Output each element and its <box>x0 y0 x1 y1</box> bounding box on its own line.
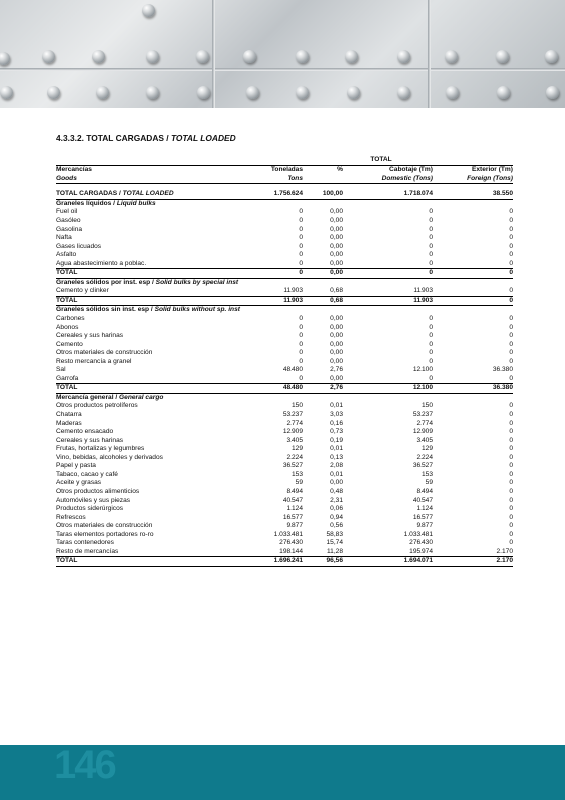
grand-total-row <box>56 190 513 199</box>
column-header: Toneladas <box>270 166 303 174</box>
subtotal-label: TOTAL <box>56 296 249 306</box>
table-cell: 11,28 <box>326 547 343 555</box>
category-label: Mercancía general / General cargo <box>56 393 164 401</box>
table-cell: 12.100 <box>412 366 433 374</box>
table-row <box>56 251 513 260</box>
table-cell: 276.430 <box>409 539 433 547</box>
row-label: Otros productos alimenticios <box>56 487 140 495</box>
table-row <box>56 349 513 358</box>
table-cell: 0 <box>299 217 303 224</box>
table-cell: 3,03 <box>330 411 343 419</box>
table-cell: 0 <box>429 242 433 250</box>
group-header: TOTAL <box>249 155 513 166</box>
table-cell: 100,00 <box>303 190 343 199</box>
table-cell: 0,00 <box>330 332 343 340</box>
table-cell: 2,31 <box>330 496 343 504</box>
table-row <box>56 471 513 480</box>
table-cell: 12.100 <box>343 384 433 394</box>
table-cell: 0 <box>299 323 303 331</box>
table-cell: 0 <box>509 419 513 427</box>
table-cell: 2.774 <box>286 419 303 427</box>
rivet-icon <box>296 50 309 63</box>
table-row <box>56 488 513 497</box>
table-row <box>56 462 513 471</box>
subtotal-row <box>56 384 513 394</box>
rivet-icon <box>246 86 259 99</box>
subtotal-label: TOTAL <box>56 269 249 279</box>
table-cell: 1.694.071 <box>343 557 433 567</box>
row-label: Garrofa <box>56 374 79 382</box>
table-row <box>56 242 513 251</box>
table-cell: 0,13 <box>330 453 343 461</box>
rivet-icon <box>446 86 459 99</box>
table-cell: 0 <box>429 357 433 365</box>
table-cell: 0 <box>429 349 433 357</box>
table-cell: 0 <box>509 374 513 382</box>
table-row <box>56 332 513 341</box>
rivet-icon <box>47 86 60 99</box>
table-cell: 9.877 <box>286 522 303 530</box>
category-label: Graneles sólidos por inst. esp / Solid bulks by special inst <box>56 278 239 286</box>
column-header-en: Goods <box>56 175 249 184</box>
table-cell: 0 <box>509 217 513 224</box>
table-cell: 15,74 <box>326 539 343 547</box>
table-cell: 0,00 <box>330 259 343 267</box>
row-label: Nafta <box>56 234 72 242</box>
rivet-icon <box>496 50 509 63</box>
row-label: Fuel oil <box>56 208 78 216</box>
table-cell: 0 <box>429 315 433 323</box>
rivet-icon <box>347 86 360 99</box>
table-cell: 195.974 <box>409 547 433 555</box>
column-header: Exterior (Tm) <box>471 166 513 174</box>
table-cell: 0 <box>299 242 303 250</box>
table-cell: 2,08 <box>330 462 343 470</box>
table-cell: 0 <box>429 225 433 233</box>
rivet-icon <box>296 86 309 99</box>
table-cell: 3.405 <box>416 436 433 444</box>
row-label: Otros productos petrolíferos <box>56 402 138 410</box>
table-cell: 8.494 <box>416 487 433 495</box>
subtotal-row <box>56 296 513 306</box>
rivet-icon <box>445 50 458 63</box>
table-cell: 0 <box>509 340 513 348</box>
table-cell: 11.903 <box>413 287 433 295</box>
table-cell: 0 <box>509 349 513 357</box>
column-header-en: Tons <box>249 175 303 184</box>
table-row <box>56 522 513 531</box>
table-cell: 1.756.624 <box>249 190 303 199</box>
row-label: Resto de mercancías <box>56 547 119 555</box>
table-cell: 198.144 <box>279 547 303 555</box>
row-label: Agua abastecimiento a poblac. <box>56 259 147 267</box>
table-cell: 0 <box>299 332 303 340</box>
table-cell: 1.033.481 <box>273 530 303 538</box>
table-cell: 0 <box>509 242 513 250</box>
table-cell: 12.909 <box>412 428 433 436</box>
table-cell: 2.224 <box>416 453 433 461</box>
rivet-icon <box>42 50 55 63</box>
row-label: Taras contenedores <box>56 539 114 547</box>
row-label: Papel y pasta <box>56 462 96 470</box>
row-label: Cereales y sus harinas <box>56 332 124 340</box>
table-cell: 9.877 <box>416 522 433 530</box>
table-cell: 0 <box>249 269 303 279</box>
table-cell: 0 <box>509 436 513 444</box>
category-label: Graneles sólidos sin inst. esp / Solid bulks without sp. inst <box>56 306 240 314</box>
table-cell: 0,00 <box>330 349 343 357</box>
table-cell: 150 <box>421 402 433 410</box>
table-cell: 8.494 <box>286 487 303 495</box>
table-cell: 0 <box>433 296 513 306</box>
table-row <box>56 357 513 366</box>
table-cell: 0 <box>433 269 513 279</box>
table-cell: 2.170 <box>433 557 513 567</box>
table-cell: 0 <box>509 470 513 478</box>
table-row <box>56 234 513 243</box>
row-label: Abonos <box>56 323 79 331</box>
table-row <box>56 419 513 428</box>
table-cell: 0 <box>299 357 303 365</box>
category-row <box>56 306 513 315</box>
table-cell: 2.170 <box>496 547 513 555</box>
column-header: Cabotaje (Tm) <box>389 166 433 174</box>
table-cell: 0 <box>509 487 513 495</box>
table-cell: 0 <box>509 315 513 323</box>
rivet-icon <box>92 50 105 63</box>
row-label: Aceite y grasas <box>56 479 102 487</box>
row-label: Frutas, hortalizas y legumbres <box>56 445 145 453</box>
table-cell: 1.124 <box>286 505 303 513</box>
row-label: Productos siderúrgicos <box>56 505 124 513</box>
table-cell: 0 <box>509 428 513 436</box>
table-row <box>56 315 513 324</box>
table-row <box>56 505 513 514</box>
row-label: Gasóleo <box>56 217 81 224</box>
rivet-icon <box>243 50 256 63</box>
rivet-icon <box>397 50 410 63</box>
table-cell: 0,00 <box>330 251 343 259</box>
section-title-en: TOTAL LOADED <box>170 133 236 143</box>
table-cell: 2.224 <box>286 453 303 461</box>
table-row <box>56 496 513 505</box>
table-row <box>56 454 513 463</box>
table-cell: 0,00 <box>303 269 343 279</box>
table-cell: 0 <box>429 340 433 348</box>
rivet-icon <box>397 86 410 99</box>
table-cell: 1.696.241 <box>249 557 303 567</box>
category-row <box>56 278 513 287</box>
table-cell: 58,83 <box>326 530 343 538</box>
table-cell: 0,19 <box>330 436 343 444</box>
table-cell: 0 <box>509 479 513 487</box>
table-cell: 0 <box>509 402 513 410</box>
table-cell: 0 <box>509 234 513 242</box>
table-cell: 96,56 <box>303 557 343 567</box>
table-cell: 0 <box>509 332 513 340</box>
table-cell: 0,00 <box>330 479 343 487</box>
table-cell: 0,00 <box>330 225 343 233</box>
category-label: Graneles líquidos / Liquid bulks <box>56 199 156 207</box>
table-cell: 1.033.481 <box>403 530 433 538</box>
table-cell: 0 <box>343 269 433 279</box>
table-row <box>56 548 513 557</box>
table-cell: 36.380 <box>492 366 513 374</box>
rivet-icon <box>345 50 358 63</box>
table-cell: 0 <box>509 462 513 470</box>
category-row <box>56 393 513 402</box>
table-cell: 0 <box>509 208 513 216</box>
table-cell: 53.237 <box>412 411 433 419</box>
table-cell: 0 <box>299 251 303 259</box>
table-cell: 11.903 <box>249 296 303 306</box>
table-cell: 0 <box>509 539 513 547</box>
table-cell: 0,68 <box>330 287 343 295</box>
subtotal-label: TOTAL <box>56 384 249 394</box>
table-cell: 0,00 <box>330 217 343 224</box>
table-cell: 0,06 <box>330 505 343 513</box>
table-cell: 0 <box>429 234 433 242</box>
table-cell: 11.903 <box>343 296 433 306</box>
table-cell: 0 <box>509 505 513 513</box>
table-cell: 0,01 <box>330 402 343 410</box>
table-cell: 0 <box>509 287 513 295</box>
table-row <box>56 208 513 217</box>
table-cell: 0,94 <box>330 513 343 521</box>
table-cell: 0,00 <box>330 208 343 216</box>
table-cell: 0 <box>299 349 303 357</box>
table-cell: 0 <box>509 513 513 521</box>
column-header-en: Domestic (Tons) <box>343 175 433 184</box>
table-cell: 0 <box>429 208 433 216</box>
row-label: Otros materiales de construcción <box>56 349 153 357</box>
row-label: Cereales y sus harinas <box>56 436 124 444</box>
rivet-icon <box>497 86 510 99</box>
table-cell: 59 <box>295 479 303 487</box>
table-cell: 0,68 <box>303 296 343 306</box>
row-label: Sal <box>56 366 66 374</box>
table-cell: 0 <box>509 357 513 365</box>
row-label: Resto mercancía a granel <box>56 357 132 365</box>
table-cell: 2,76 <box>330 366 343 374</box>
table-cell: 0,48 <box>330 487 343 495</box>
table-cell: 16.577 <box>412 513 433 521</box>
row-label: Asfalto <box>56 251 77 259</box>
row-label: Gases licuados <box>56 242 102 250</box>
table-cell: 0,00 <box>330 242 343 250</box>
subtotal-row <box>56 269 513 279</box>
table-cell: 1.124 <box>416 505 433 513</box>
table-cell: 0 <box>509 251 513 259</box>
row-label: Cemento y clinker <box>56 287 109 295</box>
table-cell: 12.909 <box>282 428 303 436</box>
table-cell: 0,00 <box>330 340 343 348</box>
table-cell: 1.718.074 <box>343 190 433 199</box>
table-row <box>56 340 513 349</box>
table-cell: 0,00 <box>330 374 343 382</box>
table-row <box>56 259 513 268</box>
table-row <box>56 217 513 226</box>
table-cell: 36.527 <box>412 462 433 470</box>
table-cell: 0 <box>299 259 303 267</box>
row-label: Maderas <box>56 419 82 427</box>
table-cell: 0 <box>509 323 513 331</box>
table-cell: 40.547 <box>412 496 433 504</box>
table-row <box>56 287 513 296</box>
table-cell: 36.527 <box>282 462 303 470</box>
row-label: Vino, bebidas, alcoholes y derivados <box>56 453 163 461</box>
table-cell: 0 <box>299 208 303 216</box>
row-label: Automóviles y sus piezas <box>56 496 131 504</box>
row-label: Tabaco, cacao y café <box>56 470 118 478</box>
subtotal-label: TOTAL <box>56 557 249 567</box>
rivet-icon <box>146 50 159 63</box>
table-cell: 11.903 <box>283 287 303 295</box>
category-row <box>56 199 513 208</box>
section-title <box>56 133 236 143</box>
table-row <box>56 530 513 539</box>
column-header: Mercancías <box>56 166 92 174</box>
table-cell: 59 <box>425 479 433 487</box>
table-row <box>56 402 513 411</box>
rivet-icon <box>96 86 109 99</box>
table-cell: 53.237 <box>282 411 303 419</box>
rivet-icon <box>142 4 155 17</box>
table-cell: 48.480 <box>249 384 303 394</box>
table-cell: 0,00 <box>330 315 343 323</box>
table-row <box>56 539 513 548</box>
table-cell: 0 <box>509 522 513 530</box>
row-label: Cemento <box>56 340 83 348</box>
page-number: 146 <box>54 743 115 787</box>
table-cell: 0,00 <box>330 357 343 365</box>
section-title-es: 4.3.3.2. TOTAL CARGADAS / <box>56 133 171 143</box>
table-cell: 0,56 <box>330 522 343 530</box>
row-label: Chatarra <box>56 411 82 419</box>
table-cell: 2,76 <box>303 384 343 394</box>
row-label: Refrescos <box>56 513 86 521</box>
rivet-icon <box>196 50 209 63</box>
rivet-icon <box>146 86 159 99</box>
table-cell: 2.774 <box>416 419 433 427</box>
table-cell: 129 <box>421 445 433 453</box>
table-row <box>56 323 513 332</box>
row-label: Cemento ensacado <box>56 428 114 436</box>
table-cell: 0 <box>429 259 433 267</box>
table-row <box>56 513 513 522</box>
rivet-icon <box>0 52 10 65</box>
table-cell: 40.547 <box>282 496 303 504</box>
table-cell: 0 <box>509 445 513 453</box>
subtotal-row <box>56 557 513 567</box>
table-cell: 3.405 <box>286 436 303 444</box>
table-cell: 0,00 <box>330 323 343 331</box>
table-row <box>56 225 513 234</box>
table-cell: 0 <box>509 259 513 267</box>
table-row <box>56 428 513 437</box>
table-cell: 0 <box>429 217 433 224</box>
table-cell: 276.430 <box>279 539 303 547</box>
rivet-icon <box>546 86 559 99</box>
table-cell: 48.480 <box>282 366 303 374</box>
table-cell: 0 <box>429 251 433 259</box>
table-cell: 153 <box>421 470 433 478</box>
table-cell: 0 <box>299 234 303 242</box>
table-cell: 0 <box>299 340 303 348</box>
table-row <box>56 436 513 445</box>
table-cell: 0 <box>509 411 513 419</box>
table-cell: 0 <box>509 496 513 504</box>
column-header-en <box>303 175 343 184</box>
table-cell: 0 <box>429 323 433 331</box>
table-cell: 36.380 <box>433 384 513 394</box>
table-row <box>56 411 513 420</box>
table-cell: 0 <box>299 315 303 323</box>
table-cell: 0 <box>509 530 513 538</box>
table-row <box>56 366 513 375</box>
riveted-metal-banner <box>0 0 565 108</box>
grand-total-label: TOTAL CARGADAS / TOTAL LOADED <box>56 190 249 199</box>
table-cell: 129 <box>291 445 303 453</box>
rivet-icon <box>0 86 13 99</box>
table-cell: 0 <box>299 225 303 233</box>
table-cell: 0 <box>509 225 513 233</box>
rivet-icon <box>197 86 210 99</box>
table-cell: 0 <box>429 332 433 340</box>
table-cell: 0 <box>509 453 513 461</box>
table-row <box>56 375 513 384</box>
table-cell: 0,01 <box>330 470 343 478</box>
column-header-en: Foreign (Tons) <box>433 175 513 184</box>
table-cell: 0,73 <box>330 428 343 436</box>
row-label: Carbones <box>56 315 85 323</box>
table-cell: 0,00 <box>330 234 343 242</box>
table-cell: 38.550 <box>433 190 513 199</box>
table-cell: 153 <box>291 470 303 478</box>
row-label: Gasolina <box>56 225 83 233</box>
table-cell: 16.577 <box>282 513 303 521</box>
table-row <box>56 479 513 488</box>
row-label: Otros materiales de construcción <box>56 522 153 530</box>
table-cell: 0,16 <box>330 419 343 427</box>
loaded-goods-table <box>56 155 513 567</box>
table-row <box>56 445 513 454</box>
column-header: % <box>337 166 343 174</box>
table-cell: 0 <box>299 374 303 382</box>
rivet-icon <box>545 50 558 63</box>
table-cell: 150 <box>291 402 303 410</box>
table-cell: 0,01 <box>330 445 343 453</box>
row-label: Taras elementos portadores ro-ro <box>56 530 154 538</box>
table-cell: 0 <box>429 374 433 382</box>
